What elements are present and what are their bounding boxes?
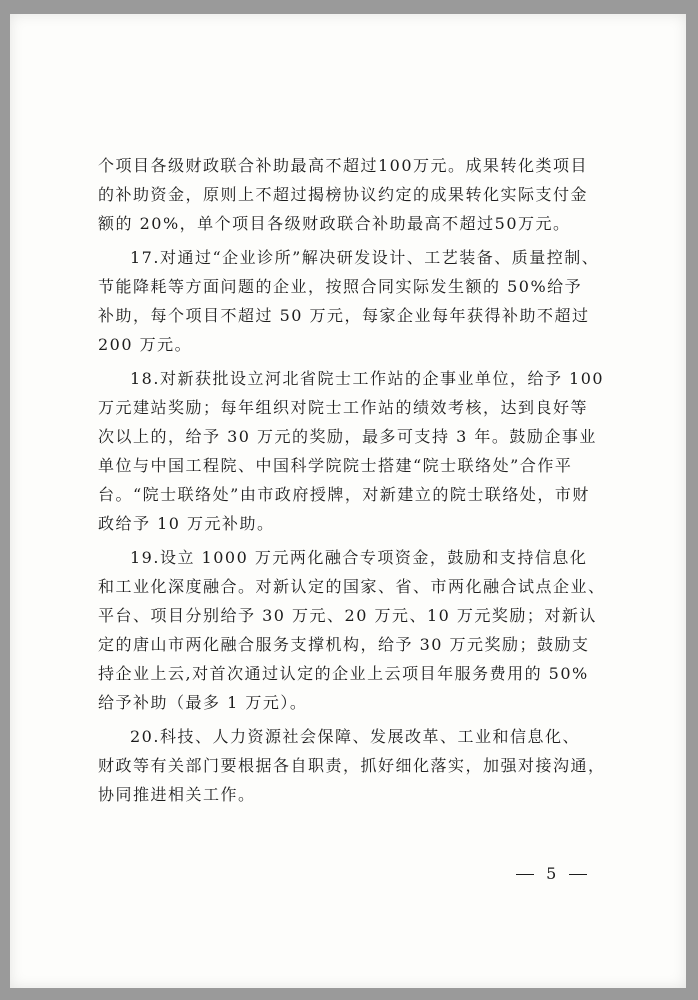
text-line: 次以上的，给予 30 万元的奖励，最多可支持 3 年。鼓励企事业 bbox=[98, 427, 597, 446]
text-line: 20.科技、人力资源社会保障、发展改革、工业和信息化、 bbox=[130, 727, 580, 746]
text-line: 台。“院士联络处”由市政府授牌，对新建立的院士联络处，市财 bbox=[98, 485, 590, 504]
text-line: 定的唐山市两化融合服务支撑机构，给予 30 万元奖励；鼓励支 bbox=[98, 635, 590, 654]
text-line: 额的 20%，单个项目各级财政联合补助最高不超过50万元。 bbox=[98, 214, 571, 233]
text-line: 和工业化深度融合。对新认定的国家、省、市两化融合试点企业、 bbox=[98, 577, 606, 596]
text-line: 单位与中国工程院、中国科学院院士搭建“院士联络处”合作平 bbox=[98, 456, 573, 475]
paragraph-item-17 bbox=[98, 243, 618, 359]
text-line: 节能降耗等方面问题的企业，按照合同实际发生额的 50%给予 bbox=[98, 277, 583, 296]
text-line: 平台、项目分别给予 30 万元、20 万元、10 万元奖励；对新认 bbox=[98, 606, 597, 625]
text-line: 个项目各级财政联合补助最高不超过100万元。成果转化类项目 bbox=[98, 156, 589, 175]
paragraph-continuation bbox=[98, 151, 618, 238]
text-line: 万元建站奖励；每年组织对院士工作站的绩效考核，达到良好等 bbox=[98, 398, 589, 417]
text-line: 持企业上云,对首次通过认定的企业上云项目年服务费用的 50% bbox=[98, 664, 589, 683]
text-line: 200 万元。 bbox=[98, 335, 193, 354]
page-number-value: 5 bbox=[546, 864, 558, 883]
page-number-dash-right bbox=[569, 874, 587, 875]
paragraph-item-18 bbox=[98, 364, 618, 538]
page-number bbox=[516, 864, 587, 883]
text-line: 18.对新获批设立河北省院士工作站的企事业单位，给予 100 bbox=[130, 369, 605, 388]
paragraph-item-19 bbox=[98, 543, 618, 717]
text-line: 17.对通过“企业诊所”解决研发设计、工艺装备、质量控制、 bbox=[130, 248, 600, 267]
text-line: 的补助资金，原则上不超过揭榜协议约定的成果转化实际支付金 bbox=[98, 185, 589, 204]
document-body bbox=[98, 151, 618, 814]
text-line: 财政等有关部门要根据各自职责，抓好细化落实，加强对接沟通， bbox=[98, 756, 606, 775]
text-line: 补助，每个项目不超过 50 万元，每家企业每年获得补助不超过 bbox=[98, 306, 590, 325]
page-number-dash-left bbox=[516, 874, 534, 875]
text-line: 政给予 10 万元补助。 bbox=[98, 514, 275, 533]
text-line: 协同推进相关工作。 bbox=[98, 785, 256, 804]
paragraph-item-20 bbox=[98, 722, 618, 809]
text-line: 19.设立 1000 万元两化融合专项资金，鼓励和支持信息化 bbox=[130, 548, 588, 567]
text-line: 给予补助（最多 1 万元）。 bbox=[98, 693, 308, 712]
